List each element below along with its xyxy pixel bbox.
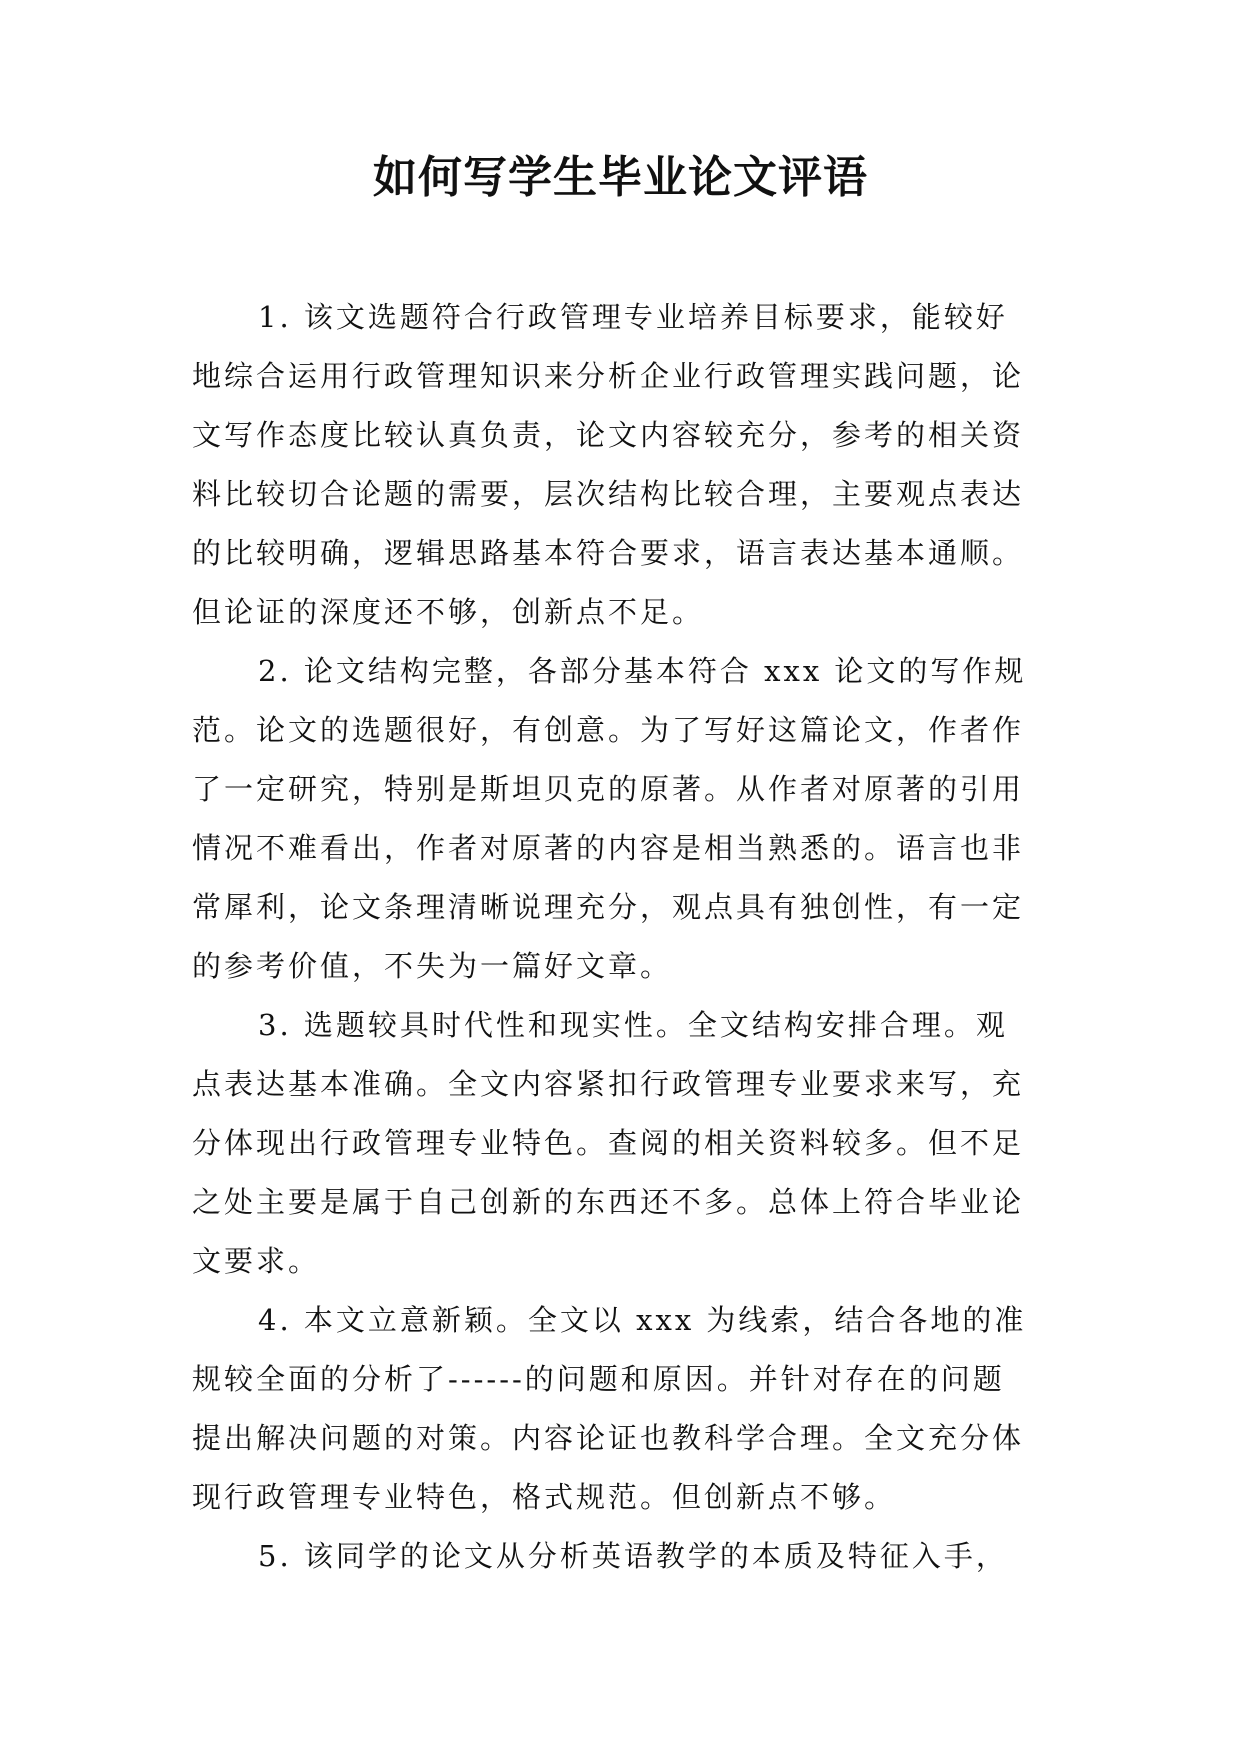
paragraph-line: 2. 论文结构完整，各部分基本符合 xxx 论文的写作规	[258, 654, 1027, 688]
paragraph-line: 的比较明确，逻辑思路基本符合要求，语言表达基本通顺。	[192, 536, 1025, 570]
paragraph-line: 提出解决问题的对策。内容论证也教科学合理。全文充分体	[192, 1421, 1025, 1455]
paragraph-line: 5. 该同学的论文从分析英语教学的本质及特征入手，	[258, 1539, 1008, 1573]
paragraph-line: 点表达基本准确。全文内容紧扣行政管理专业要求来写，充	[192, 1067, 1025, 1101]
paragraph-line: 文要求。	[192, 1244, 321, 1278]
document-body	[192, 288, 1054, 1586]
paragraph-line: 现行政管理专业特色，格式规范。但创新点不够。	[192, 1480, 897, 1514]
paragraph-line: 料比较切合论题的需要，层次结构比较合理，主要观点表达	[192, 477, 1025, 511]
paragraph-line: 规较全面的分析了------的问题和原因。并针对存在的问题	[192, 1362, 1005, 1396]
paragraph-line: 1. 该文选题符合行政管理专业培养目标要求，能较好	[258, 300, 1008, 334]
paragraph-line: 之处主要是属于自己创新的东西还不多。总体上符合毕业论	[192, 1185, 1025, 1219]
document-title: 如何写学生毕业论文评语	[373, 152, 868, 203]
paragraph-line: 4. 本文立意新颖。全文以 xxx 为线索，结合各地的准	[258, 1303, 1027, 1337]
paragraph-line: 范。论文的选题很好，有创意。为了写好这篇论文，作者作	[192, 713, 1025, 747]
paragraph-line: 的参考价值，不失为一篇好文章。	[192, 949, 673, 983]
paragraph-line: 但论证的深度还不够，创新点不足。	[192, 595, 705, 629]
paragraph-line: 文写作态度比较认真负责，论文内容较充分，参考的相关资	[192, 418, 1025, 452]
paragraph-line: 3. 选题较具时代性和现实性。全文结构安排合理。观	[258, 1008, 1008, 1042]
paragraph-line: 情况不难看出，作者对原著的内容是相当熟悉的。语言也非	[192, 831, 1025, 865]
paragraph-line: 分体现出行政管理专业特色。查阅的相关资料较多。但不足	[192, 1126, 1025, 1160]
paragraph-line: 了一定研究，特别是斯坦贝克的原著。从作者对原著的引用	[192, 772, 1025, 806]
paragraph-line: 地综合运用行政管理知识来分析企业行政管理实践问题，论	[192, 359, 1025, 393]
paragraph-line: 常犀利，论文条理清晰说理充分，观点具有独创性，有一定	[192, 890, 1025, 924]
